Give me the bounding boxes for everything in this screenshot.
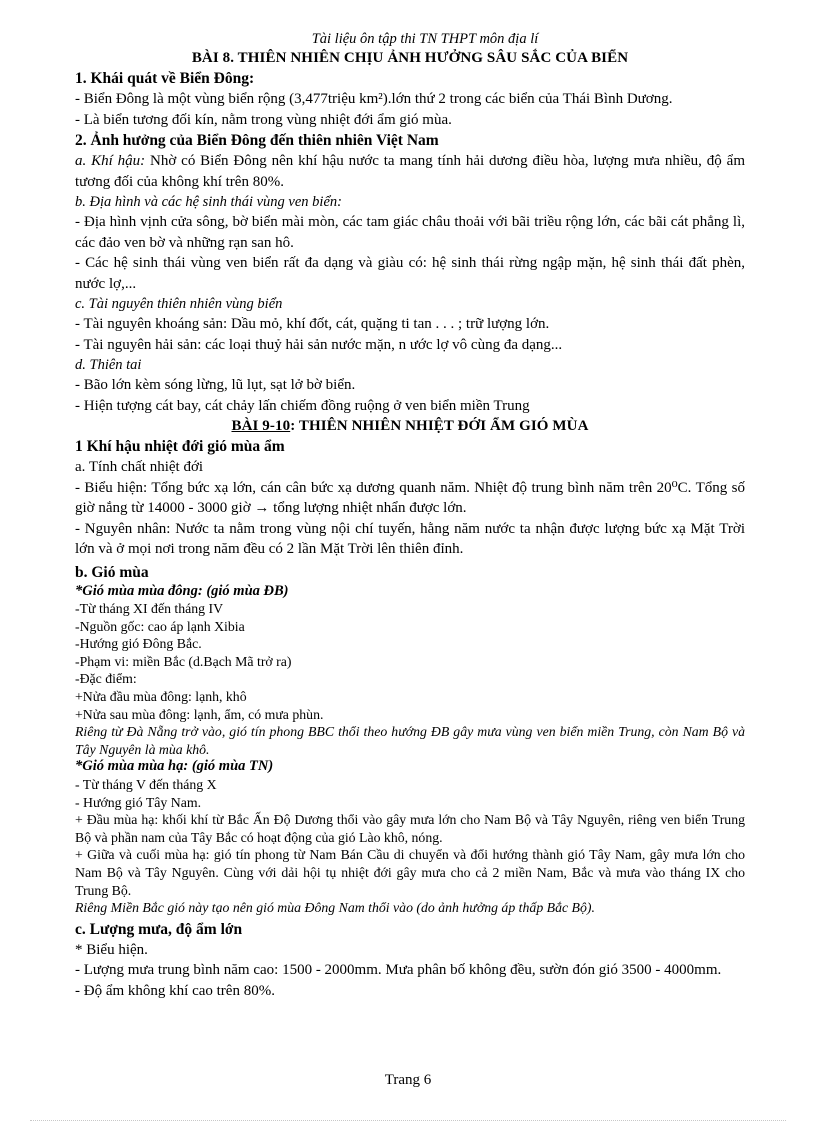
paragraph: - Địa hình vịnh cửa sông, bờ biển mài mòn, các tam giác châu thoải với bãi triều rộng lớn, các bãi cát phẳng lì, các đảo ven bờ và những rạn san hô.	[75, 214, 745, 251]
paragraph: * Biểu hiện.	[75, 941, 148, 958]
lesson-title-text: : THIÊN NHIÊN NHIỆT ĐỚI ẨM GIÓ MÙA	[290, 418, 589, 434]
list-item: -Phạm vi: miền Bắc (d.Bạch Mã trở ra)	[75, 653, 292, 669]
subsection-heading: b. Địa hình và các hệ sinh thái vùng ven biển:	[75, 194, 342, 210]
paragraph: - Lượng mưa trung bình năm cao: 1500 - 2000mm. Mưa phân bố không đều, sườn đón gió 3500 - 4000mm.	[75, 962, 722, 979]
section-heading: 2. Ảnh hưởng của Biển Đông đến thiên nhiên Việt Nam	[75, 132, 439, 149]
subheading-label: a. Khí hậu:	[75, 153, 146, 169]
paragraph: - Độ ẩm không khí cao trên 80%.	[75, 982, 275, 999]
section-heading: 1. Khái quát về Biển Đông:	[75, 70, 255, 87]
list-item: +Nửa đầu mùa đông: lạnh, khô	[75, 689, 247, 705]
paragraph: - Biển Đông là một vùng biển rộng (3,477triệu km²).lớn thứ 2 trong các biển của Thái Bình Dương.	[75, 91, 673, 107]
paragraph: - Tài nguyên hải sản: các loại thuỷ hải sản nước mặn, n ước lợ vô cùng đa dạng...	[75, 336, 563, 353]
lesson-number: BÀI 9-10	[231, 418, 291, 434]
paragraph: - Là biển tương đối kín, nằm trong vùng nhiệt đới ẩm gió mùa.	[75, 111, 452, 128]
paragraph: - Nguyên nhân: Nước ta nằm trong vùng nội chí tuyến, hằng năm nước ta nhận được lượng bức xạ Mặt Trời lớn và ở mọi nơi trong năm đều có 2 lần Mặt Trời lên thiên đỉnh.	[75, 520, 745, 557]
paragraph: - Bão lớn kèm sóng lừng, lũ lụt, sạt lở bờ biển.	[75, 377, 356, 393]
document-page	[75, 30, 745, 1001]
paragraph: - Biểu hiện: Tổng bức xạ lớn, cán cân bức xạ dương quanh năm. Nhiệt độ trung bình năm trên 20⁰C. Tổng số giờ nắng từ 14000 - 3000 giờ → tổng lượng nhiệt nhẩn được lớn.	[75, 479, 745, 516]
lesson-8-title: BÀI 8. THIÊN NHIÊN CHỊU ẢNH HƯỞNG SÂU SẮC CỦA BIỂN	[191, 50, 629, 66]
list-item: - Từ tháng V đến tháng X	[75, 777, 217, 793]
footer-divider	[30, 1120, 786, 1121]
list-item: +Nửa sau mùa đông: lạnh, ẩm, có mưa phùn.	[75, 706, 324, 722]
subsection-heading: d. Thiên tai	[75, 357, 142, 373]
subsection-heading: c. Tài nguyên thiên nhiên vùng biển	[75, 296, 283, 312]
paragraph	[75, 151, 745, 192]
list-item: -Nguồn gốc: cao áp lạnh Xibia	[75, 618, 245, 634]
lesson-9-10-title	[75, 417, 745, 436]
note-paragraph: Riêng từ Đà Nẵng trở vào, gió tín phong BBC thổi theo hướng ĐB gây mưa vùng ven biển miền Trung, còn Nam Bộ và Tây Nguyên là mùa khô.	[75, 724, 745, 757]
subsection-heading: c. Lượng mưa, độ ẩm lớn	[75, 920, 243, 938]
page-number: Trang 6	[384, 1072, 432, 1088]
subsection-heading: a. Tính chất nhiệt đới	[75, 459, 204, 475]
winter-monsoon-heading: *Gió mùa mùa đông: (gió mùa ĐB)	[75, 582, 289, 599]
paragraph: - Tài nguyên khoáng sản: Dầu mỏ, khí đốt, cát, quặng ti tan . . . ; trữ lượng lớn.	[75, 316, 550, 332]
list-item: -Đặc điểm:	[75, 671, 137, 687]
paragraph-text: Nhờ có Biển Đông nên khí hậu nước ta mang tính hải dương điều hòa, lượng mưa nhiều, độ ẩm tương đối của không khí trên 80%.	[75, 153, 745, 190]
document-header: Tài liệu ôn tập thi TN THPT môn địa lí	[311, 31, 539, 47]
list-item: -Hướng gió Đông Bắc.	[75, 636, 202, 652]
summer-monsoon-heading: *Gió mùa mùa hạ: (gió mùa TN)	[75, 758, 274, 775]
paragraph: - Các hệ sinh thái vùng ven biển rất đa dạng và giàu có: hệ sinh thái rừng ngập mặn, hệ sinh thái đất phèn, nước lợ,...	[75, 255, 745, 292]
section-heading: 1 Khí hậu nhiệt đới gió mùa ẩm	[75, 438, 285, 455]
list-item: + Đầu mùa hạ: khối khí từ Bắc Ấn Độ Dương thổi vào gây mưa lớn cho Nam Bộ và Tây Nguyên, riêng ven biển Trung Bộ và phần nam của Tây Bắc có hoạt động của gió Lào khô, nóng.	[75, 812, 745, 845]
note-paragraph: Riêng Miền Bắc gió này tạo nên gió mùa Đông Nam thổi vào (do ảnh hưởng áp thấp Bắc Bộ).	[75, 900, 595, 916]
paragraph: - Hiện tượng cát bay, cát chảy lấn chiếm đồng ruộng ở ven biển miền Trung	[75, 397, 530, 414]
list-item: + Giữa và cuối mùa hạ: gió tín phong từ Nam Bán Cầu di chuyển và đổi hướng thành gió Tây Nam, gây mưa lớn cho Nam Bộ và Tây Nguyên. Cùng với dải hội tụ nhiệt đới gây mưa cho cả 2 miền Nam, Bắc và mưa vào tháng IX cho Trung Bộ.	[75, 847, 745, 898]
subsection-heading: b. Gió mùa	[75, 563, 149, 581]
list-item: -Từ tháng XI đến tháng IV	[75, 601, 224, 617]
list-item: - Hướng gió Tây Nam.	[75, 794, 202, 810]
